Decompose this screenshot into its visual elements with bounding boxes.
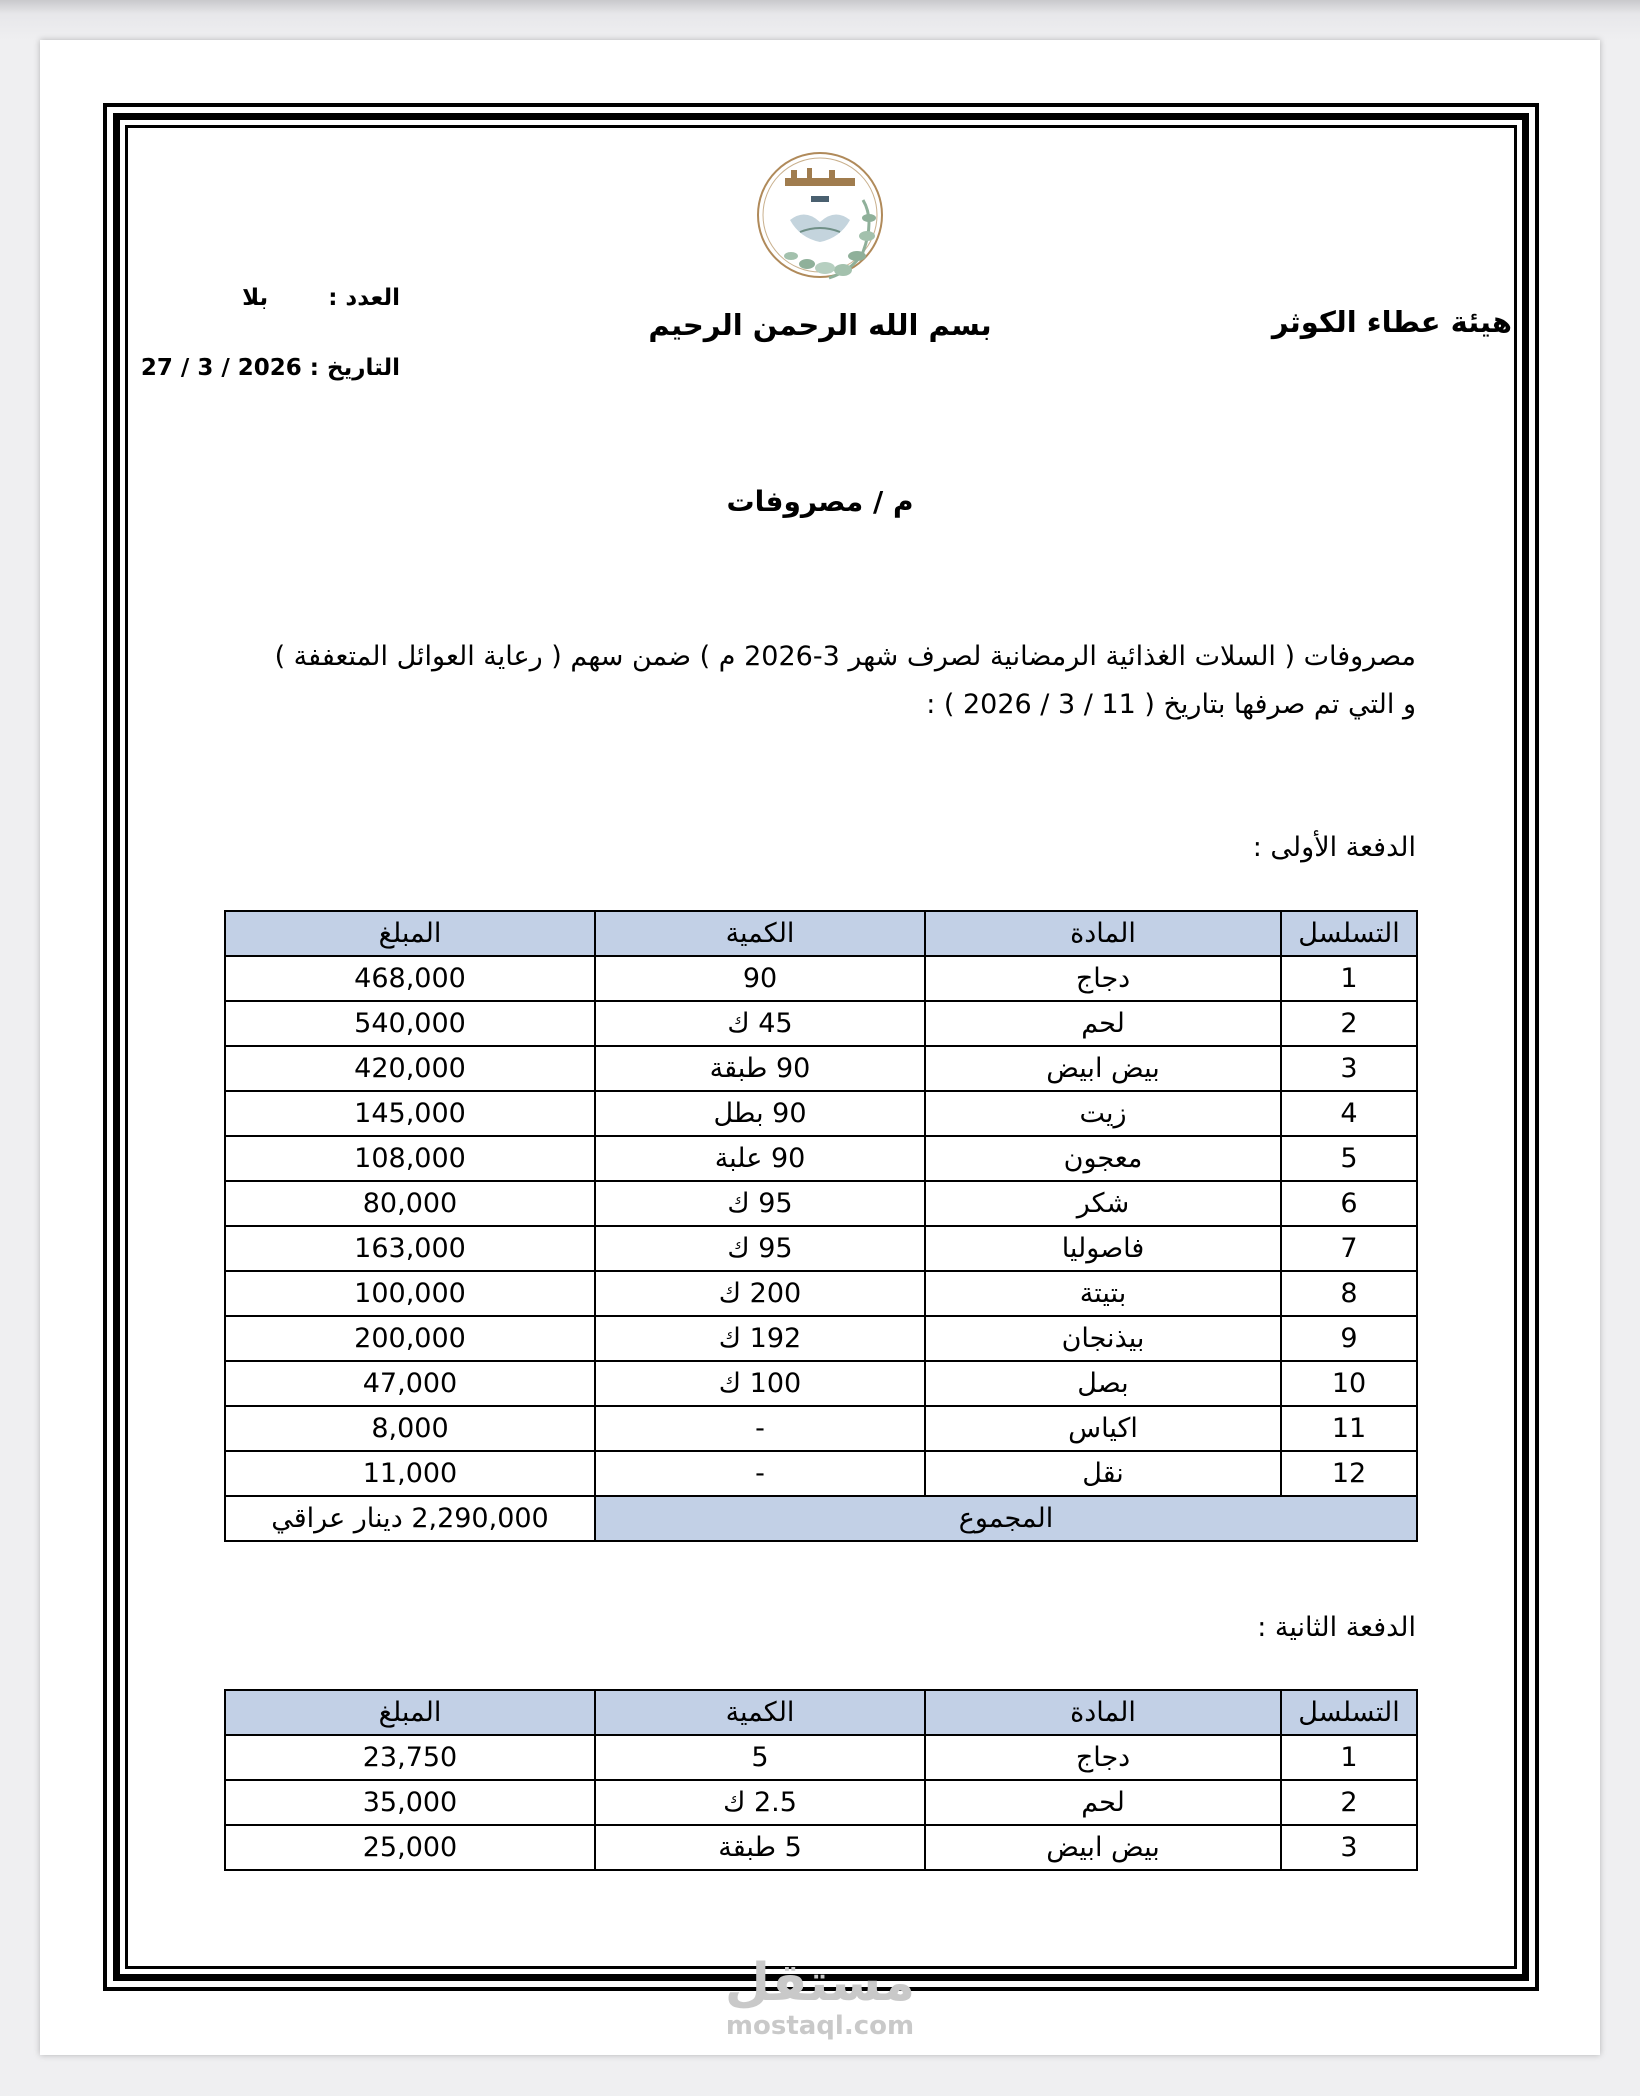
- table-cell: 5 طبقة: [595, 1825, 925, 1870]
- table-cell: 8: [1281, 1271, 1417, 1316]
- table-cell: 12: [1281, 1451, 1417, 1496]
- table-cell: 2: [1281, 1780, 1417, 1825]
- table-cell: 80,000: [225, 1181, 595, 1226]
- watermark-arabic: مستقل: [724, 1953, 916, 2013]
- column-header: المادة: [925, 1690, 1281, 1735]
- table-cell: دجاج: [925, 1735, 1281, 1780]
- column-header: المادة: [925, 911, 1281, 956]
- batch1-table: [224, 910, 1418, 1542]
- document-date-value: 27 / 3 / 2026: [140, 355, 302, 381]
- table-cell: 10: [1281, 1361, 1417, 1406]
- watermark: [700, 1955, 940, 2041]
- table-cell: 95 ك: [595, 1226, 925, 1271]
- reference-number-value: بلا: [242, 285, 269, 311]
- table-cell: 90 طبقة: [595, 1046, 925, 1091]
- table-cell: 145,000: [225, 1091, 595, 1136]
- table-cell: 1: [1281, 1735, 1417, 1780]
- table-cell: 11,000: [225, 1451, 595, 1496]
- table-cell: بصل: [925, 1361, 1281, 1406]
- table-cell: زيت: [925, 1091, 1281, 1136]
- table-row: [225, 1136, 1417, 1181]
- basmala-heading: بسم الله الرحمن الرحيم: [648, 308, 992, 342]
- table-cell: -: [595, 1406, 925, 1451]
- table-cell: 8,000: [225, 1406, 595, 1451]
- table-cell: 200 ك: [595, 1271, 925, 1316]
- table-cell: 90: [595, 956, 925, 1001]
- column-header: المبلغ: [225, 1690, 595, 1735]
- table-header-row: [225, 911, 1417, 956]
- table-cell: نقل: [925, 1451, 1281, 1496]
- column-header: الكمية: [595, 1690, 925, 1735]
- table-cell: 35,000: [225, 1780, 595, 1825]
- table-cell: 47,000: [225, 1361, 595, 1406]
- table-cell: 6: [1281, 1181, 1417, 1226]
- table-cell: 9: [1281, 1316, 1417, 1361]
- table-cell: 25,000: [225, 1825, 595, 1870]
- table-cell: 95 ك: [595, 1181, 925, 1226]
- table-row: [225, 956, 1417, 1001]
- table-cell: 2.5 ك: [595, 1780, 925, 1825]
- table-row: [225, 1825, 1417, 1870]
- document-date: [120, 355, 400, 381]
- table-cell: 23,750: [225, 1735, 595, 1780]
- table-row: [225, 1091, 1417, 1136]
- total-label: المجموع: [595, 1496, 1417, 1541]
- intro-line-1: مصروفات ( السلات الغذائية الرمضانية لصرف شهر 3-2026 م ) ضمن سهم ( رعاية العوائل المتعففة ): [274, 641, 1416, 672]
- table-cell: 468,000: [225, 956, 595, 1001]
- table-cell: شكر: [925, 1181, 1281, 1226]
- table-cell: -: [595, 1451, 925, 1496]
- table-row: [225, 1735, 1417, 1780]
- table-cell: لحم: [925, 1001, 1281, 1046]
- column-header: الكمية: [595, 911, 925, 956]
- table-cell: بيذنجان: [925, 1316, 1281, 1361]
- table-cell: 1: [1281, 956, 1417, 1001]
- column-header: التسلسل: [1281, 1690, 1417, 1735]
- table-cell: 90 علبة: [595, 1136, 925, 1181]
- table-cell: 163,000: [225, 1226, 595, 1271]
- table-row: [225, 1001, 1417, 1046]
- table-cell: 100 ك: [595, 1361, 925, 1406]
- table-row: [225, 1361, 1417, 1406]
- table-cell: 108,000: [225, 1136, 595, 1181]
- table-cell: اكياس: [925, 1406, 1281, 1451]
- table-row: [225, 1316, 1417, 1361]
- batch1-label: الدفعة الأولى :: [1252, 832, 1416, 863]
- batch2-label: الدفعة الثانية :: [1257, 1612, 1416, 1643]
- table-cell: 192 ك: [595, 1316, 925, 1361]
- table-cell: دجاج: [925, 956, 1281, 1001]
- table-cell: لحم: [925, 1780, 1281, 1825]
- table-cell: 7: [1281, 1226, 1417, 1271]
- table-row: [225, 1780, 1417, 1825]
- table-row: [225, 1226, 1417, 1271]
- table-cell: 5: [1281, 1136, 1417, 1181]
- table-cell: 90 بطل: [595, 1091, 925, 1136]
- column-header: التسلسل: [1281, 911, 1417, 956]
- table-row: [225, 1271, 1417, 1316]
- watermark-english: mostaql.com: [725, 2011, 915, 2041]
- table-cell: 2: [1281, 1001, 1417, 1046]
- total-value: 2,290,000 دينار عراقي: [225, 1496, 595, 1541]
- table-cell: بيض ابيض: [925, 1046, 1281, 1091]
- intro-line-2: و التي تم صرفها بتاريخ ( 11 / 3 / 2026 ) :: [926, 689, 1416, 720]
- column-header: المبلغ: [225, 911, 595, 956]
- table-cell: 11: [1281, 1406, 1417, 1451]
- organization-logo-icon: [745, 140, 895, 290]
- table-cell: معجون: [925, 1136, 1281, 1181]
- table-cell: 3: [1281, 1825, 1417, 1870]
- table-row: [225, 1451, 1417, 1496]
- table-total-row: [225, 1496, 1417, 1541]
- reference-number-label: العدد :: [328, 285, 400, 311]
- reference-number: [200, 285, 400, 311]
- table-header-row: [225, 1690, 1417, 1735]
- table-cell: 45 ك: [595, 1001, 925, 1046]
- table-cell: بيض ابيض: [925, 1825, 1281, 1870]
- document-date-label: التاريخ :: [309, 355, 400, 381]
- table-cell: 540,000: [225, 1001, 595, 1046]
- table-cell: 200,000: [225, 1316, 595, 1361]
- table-cell: فاصوليا: [925, 1226, 1281, 1271]
- table-row: [225, 1181, 1417, 1226]
- table-cell: 3: [1281, 1046, 1417, 1091]
- intro-paragraph: [210, 633, 1416, 729]
- batch2-table: [224, 1689, 1418, 1871]
- document-subject: م / مصروفات: [726, 485, 914, 518]
- table-row: [225, 1046, 1417, 1091]
- table-cell: 5: [595, 1735, 925, 1780]
- table-cell: 100,000: [225, 1271, 595, 1316]
- table-cell: بتيتة: [925, 1271, 1281, 1316]
- table-row: [225, 1406, 1417, 1451]
- table-cell: 420,000: [225, 1046, 595, 1091]
- table-cell: 4: [1281, 1091, 1417, 1136]
- organization-name: هيئة عطاء الكوثر: [1271, 305, 1512, 339]
